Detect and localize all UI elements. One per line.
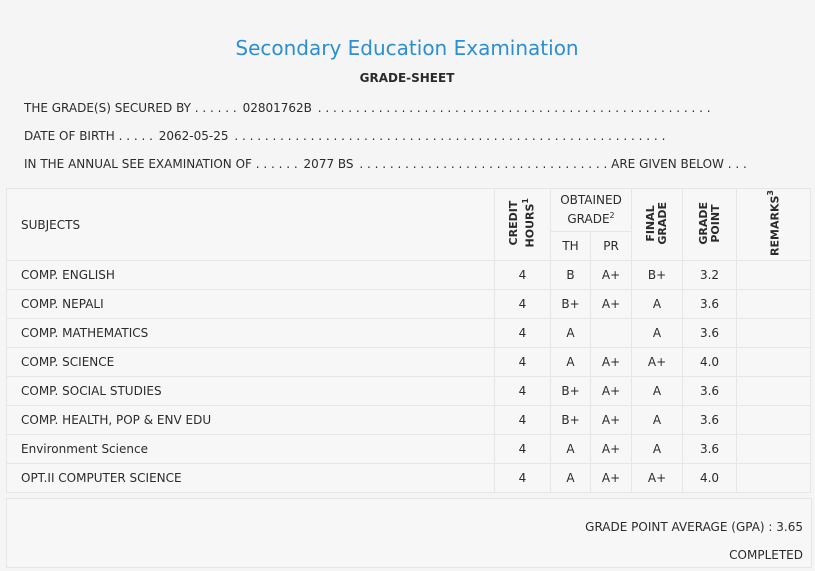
grade-pr: A+	[591, 348, 632, 377]
symbol-dots: . . . . . . . . . . . . . . . . . . . . . . . . . . . . . . . . . . . . . . . . . . . . . . . . . . . .	[317, 101, 711, 115]
summary-footer	[6, 498, 812, 568]
table-row	[7, 464, 811, 493]
grade-th: B+	[551, 290, 591, 319]
exam-year: 2077 BS	[303, 157, 354, 171]
remarks	[737, 377, 811, 406]
final-grade: A	[632, 377, 683, 406]
table-row	[7, 261, 811, 290]
grade-pr: A+	[591, 377, 632, 406]
final-grade: A	[632, 319, 683, 348]
grade-pr: A+	[591, 435, 632, 464]
dob-label: DATE OF BIRTH . . . . .	[24, 129, 153, 143]
subject-name: COMP. SOCIAL STUDIES	[7, 377, 495, 406]
exam-suffix: . . . . . . . . . . . . . . . . . . . . . . . . . . . . . . . . . ARE GIVEN BELOW . . .	[359, 157, 747, 171]
header-pr: PR	[591, 232, 632, 261]
header-final-grade: FINAL GRADE	[632, 189, 683, 261]
header-credit-hours: CREDIT HOURS$^1$	[495, 189, 551, 261]
grade-th: A	[551, 435, 591, 464]
subject-name: COMP. HEALTH, POP & ENV EDU	[7, 406, 495, 435]
table-row	[7, 377, 811, 406]
credit-hours: 4	[495, 261, 551, 290]
info-dob-line	[24, 129, 665, 143]
symbol-number: 02801762B	[242, 101, 312, 115]
grades-table	[6, 188, 811, 493]
gpa-summary: GRADE POINT AVERAGE (GPA) : 3.65	[585, 520, 803, 534]
subject-name: COMP. ENGLISH	[7, 261, 495, 290]
grade-sheet	[4, 4, 810, 567]
header-obtained-grade: OBTAINED GRADE$^2$	[551, 189, 632, 232]
remarks	[737, 406, 811, 435]
credit-hours: 4	[495, 377, 551, 406]
header-subjects: SUBJECTS	[7, 189, 495, 261]
final-grade: A+	[632, 348, 683, 377]
remarks	[737, 290, 811, 319]
grade-point: 3.2	[683, 261, 737, 290]
remarks	[737, 435, 811, 464]
grade-th: B+	[551, 406, 591, 435]
grade-pr: A+	[591, 464, 632, 493]
table-row	[7, 290, 811, 319]
result-status: COMPLETED	[729, 548, 803, 562]
subject-name: Environment Science	[7, 435, 495, 464]
exam-label: IN THE ANNUAL SEE EXAMINATION OF . . . . . .	[24, 157, 298, 171]
info-symbol-line	[24, 101, 711, 115]
table-row	[7, 319, 811, 348]
final-grade: A+	[632, 464, 683, 493]
grade-point: 3.6	[683, 435, 737, 464]
grade-point: 3.6	[683, 406, 737, 435]
final-grade: A	[632, 406, 683, 435]
grade-pr	[591, 319, 632, 348]
grade-point: 4.0	[683, 464, 737, 493]
dob-value: 2062-05-25	[158, 129, 229, 143]
final-grade: A	[632, 290, 683, 319]
header-th: TH	[551, 232, 591, 261]
symbol-label: THE GRADE(S) SECURED BY . . . . . .	[24, 101, 237, 115]
table-row	[7, 435, 811, 464]
credit-hours: 4	[495, 406, 551, 435]
grade-th: B+	[551, 377, 591, 406]
header-remarks: REMARKS$^3$	[737, 189, 811, 261]
grade-point: 3.6	[683, 290, 737, 319]
remarks	[737, 348, 811, 377]
remarks	[737, 261, 811, 290]
credit-hours: 4	[495, 464, 551, 493]
page-subtitle: GRADE-SHEET	[359, 71, 455, 85]
table-row	[7, 406, 811, 435]
grade-point: 3.6	[683, 319, 737, 348]
info-exam-line	[24, 157, 747, 171]
credit-hours: 4	[495, 348, 551, 377]
final-grade: A	[632, 435, 683, 464]
grade-th: A	[551, 348, 591, 377]
grade-th: A	[551, 464, 591, 493]
subject-name: COMP. SCIENCE	[7, 348, 495, 377]
table-row	[7, 348, 811, 377]
grade-pr: A+	[591, 261, 632, 290]
remarks	[737, 464, 811, 493]
dob-dots: . . . . . . . . . . . . . . . . . . . . . . . . . . . . . . . . . . . . . . . . . . . . . . . . . . . . . . . . .	[234, 129, 666, 143]
credit-hours: 4	[495, 290, 551, 319]
grade-pr: A+	[591, 406, 632, 435]
header-grade-point: GRADE POINT	[683, 189, 737, 261]
page-title: Secondary Education Examination	[235, 36, 579, 60]
remarks	[737, 319, 811, 348]
credit-hours: 4	[495, 435, 551, 464]
grade-th: A	[551, 319, 591, 348]
subject-name: COMP. MATHEMATICS	[7, 319, 495, 348]
grade-th: B	[551, 261, 591, 290]
grade-point: 4.0	[683, 348, 737, 377]
subject-name: OPT.II COMPUTER SCIENCE	[7, 464, 495, 493]
final-grade: B+	[632, 261, 683, 290]
credit-hours: 4	[495, 319, 551, 348]
subject-name: COMP. NEPALI	[7, 290, 495, 319]
grade-point: 3.6	[683, 377, 737, 406]
grade-pr: A+	[591, 290, 632, 319]
